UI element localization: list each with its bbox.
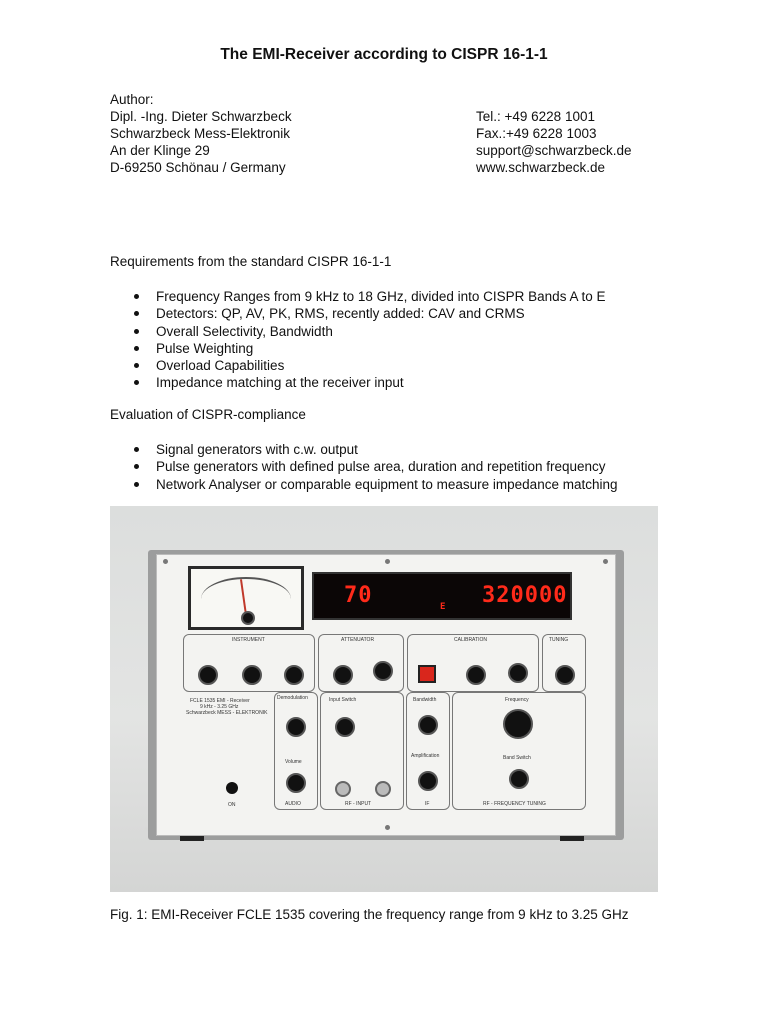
manual-calibration-knob[interactable]: [508, 663, 528, 683]
attenuator-steps-knob[interactable]: [333, 665, 353, 685]
if-label: IF: [425, 801, 430, 807]
tuning-section: [542, 634, 586, 692]
screw-icon: [385, 825, 390, 830]
frequency-label: Frequency: [505, 697, 529, 703]
contact-web: www.schwarzbeck.de: [476, 160, 606, 175]
rf-tuning-section: [452, 692, 586, 810]
model-label: FCLE 1535 EMI - Receiver: [190, 698, 250, 704]
evaluation-heading: Evaluation of CISPR-compliance: [110, 407, 306, 422]
figure-caption: Fig. 1: EMI-Receiver FCLE 1535 covering the frequency range from 9 kHz to 3.25 GHz: [110, 907, 629, 922]
display-band: E: [440, 602, 447, 612]
if-section: [406, 692, 450, 810]
demodulation-knob[interactable]: [286, 717, 306, 737]
contact-block: [476, 108, 632, 176]
list-item: Network Analyser or comparable equipment to measure impedance matching: [110, 476, 618, 493]
display-frequency: 320000: [482, 583, 568, 608]
list-item: Impedance matching at the receiver input: [110, 374, 605, 391]
calibration-key-button[interactable]: [418, 665, 436, 683]
bandwidth-label: Bandwidth: [413, 697, 437, 703]
screw-icon: [603, 559, 608, 564]
demodulation-label: Demodulation: [277, 695, 308, 701]
screw-icon: [163, 559, 168, 564]
contact-tel: Tel.: +49 6228 1001: [476, 109, 595, 124]
lin-log-knob[interactable]: [198, 665, 218, 685]
list-item: Overload Capabilities: [110, 357, 605, 374]
author-street: An der Klinge 29: [110, 143, 210, 158]
display-level: 70: [344, 583, 373, 608]
amplification-label: Amplification: [411, 753, 440, 759]
author-block: [110, 91, 292, 176]
instrument-label: INSTRUMENT: [232, 637, 265, 643]
tuning-label: TUNING: [549, 637, 569, 643]
power-button[interactable]: [226, 782, 238, 794]
range-label: 9 kHz - 3.25 GHz: [200, 704, 239, 710]
author-name: Dipl. -Ing. Dieter Schwarzbeck: [110, 109, 292, 124]
meter-zero-knob: [241, 611, 255, 625]
input-switch-knob[interactable]: [335, 717, 355, 737]
audio-label: AUDIO: [285, 801, 301, 807]
list-item: Pulse Weighting: [110, 340, 605, 357]
evaluation-list: [110, 441, 618, 493]
document-title: The EMI-Receiver according to CISPR 16-1-1: [220, 46, 548, 63]
attenuator-system-knob[interactable]: [373, 661, 393, 681]
list-item: Pulse generators with defined pulse area, duration and repetition frequency: [110, 458, 618, 475]
on-label: ON: [228, 802, 236, 808]
contact-fax: Fax.:+49 6228 1003: [476, 126, 597, 141]
author-company: Schwarzbeck Mess-Elektronik: [110, 126, 291, 141]
requirements-heading: Requirements from the standard CISPR 16-1-1: [110, 254, 392, 269]
tuning-steps-knob[interactable]: [555, 665, 575, 685]
list-item: Signal generators with c.w. output: [110, 441, 618, 458]
rf-tuning-label: RF - FREQUENCY TUNING: [483, 801, 546, 807]
calibration-section: [407, 634, 539, 692]
list-item: Overall Selectivity, Bandwidth: [110, 323, 605, 340]
audio-section: [274, 692, 318, 810]
maker-label: Schwarzbeck MESS - ELEKTRONIK: [186, 710, 268, 716]
band-switch-label: Band Switch: [503, 755, 531, 761]
frequency-knob[interactable]: [503, 709, 533, 739]
list-item: Frequency Ranges from 9 kHz to 18 GHz, divided into CISPR Bands A to E: [110, 288, 605, 305]
rf-input-section: [320, 692, 404, 810]
author-label: Author:: [110, 92, 154, 107]
bandwidth-knob[interactable]: [418, 715, 438, 735]
list-item: Detectors: QP, AV, PK, RMS, recently added: CAV and CRMS: [110, 305, 605, 322]
screw-icon: [385, 559, 390, 564]
detector-knob[interactable]: [284, 665, 304, 685]
rf-input-label: RF - INPUT: [345, 801, 372, 807]
measuring-time-knob[interactable]: [242, 665, 262, 685]
amplification-knob[interactable]: [418, 771, 438, 791]
author-city: D-69250 Schönau / Germany: [110, 160, 286, 175]
calibration-label: CALIBRATION: [454, 637, 487, 643]
requirements-list: [110, 288, 605, 392]
receiver-photo: [110, 506, 658, 892]
band-switch-knob[interactable]: [509, 769, 529, 789]
instrument-section: [183, 634, 315, 692]
contact-email: support@schwarzbeck.de: [476, 143, 632, 158]
analog-meter: [188, 566, 304, 630]
switch-auto-man-knob[interactable]: [466, 665, 486, 685]
volume-label: Volume: [285, 759, 302, 765]
rf-input-connector[interactable]: [375, 781, 391, 797]
volume-knob[interactable]: [286, 773, 306, 793]
attenuator-section: [318, 634, 404, 692]
input-switch-label: Input Switch: [329, 697, 357, 703]
led-display: [312, 572, 572, 620]
rf-input-connector[interactable]: [335, 781, 351, 797]
attenuator-label: ATTENUATOR: [341, 637, 375, 643]
